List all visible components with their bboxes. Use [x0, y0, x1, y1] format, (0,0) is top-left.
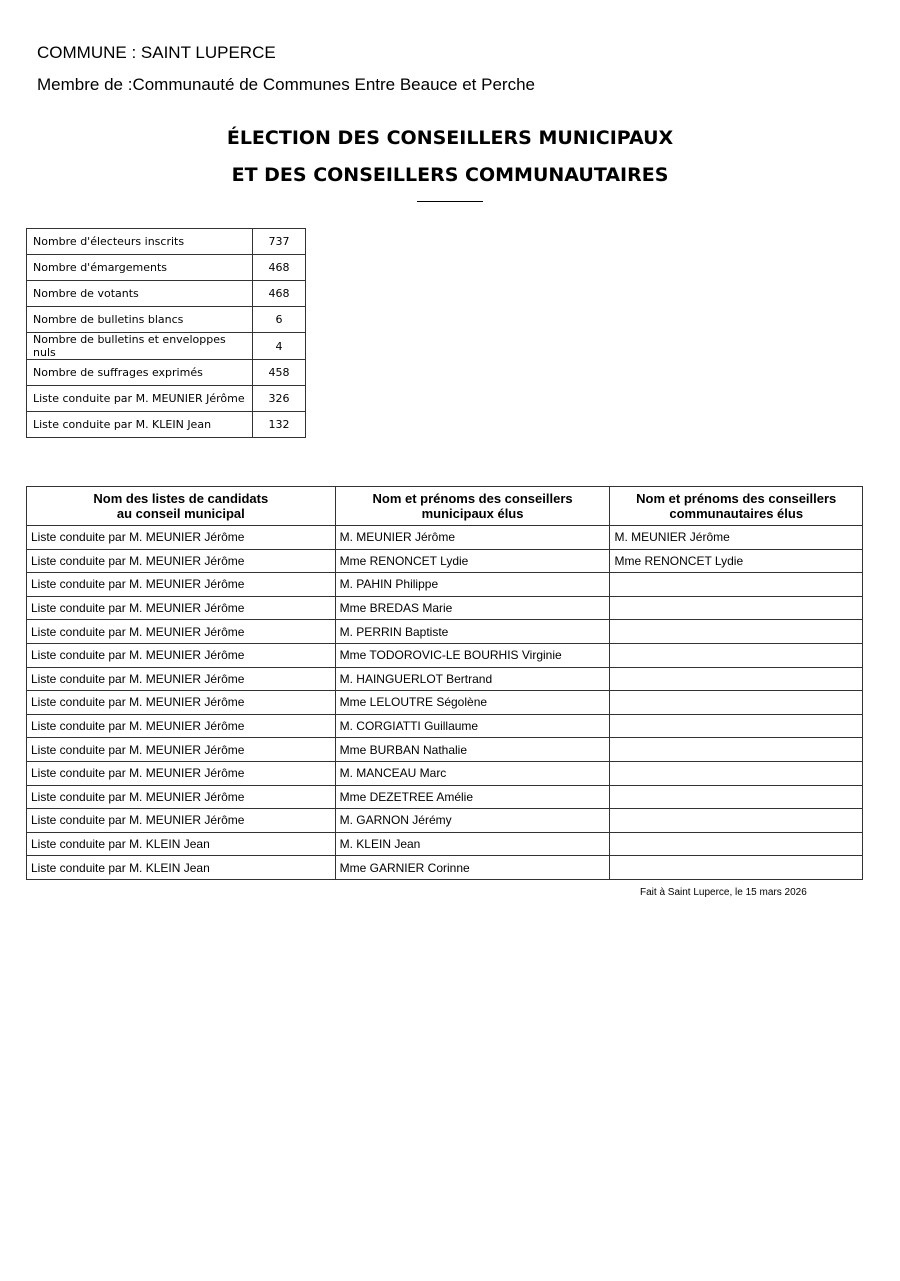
cell-municipal: M. PAHIN Philippe — [335, 573, 610, 597]
membre-value: Communauté de Communes Entre Beauce et Perche — [132, 75, 535, 94]
stats-label: Nombre de votants — [27, 281, 253, 307]
cell-liste: Liste conduite par M. MEUNIER Jérôme — [27, 643, 336, 667]
col-header-listes: Nom des listes de candidats au conseil municipal — [27, 487, 336, 526]
cell-communautaire — [610, 714, 863, 738]
table-header-row — [27, 487, 863, 526]
table-row — [27, 549, 863, 573]
table-row — [27, 714, 863, 738]
table-row — [27, 856, 863, 880]
table-row — [27, 809, 863, 833]
cell-communautaire — [610, 573, 863, 597]
table-row — [27, 596, 863, 620]
stats-row — [27, 307, 306, 333]
cell-municipal: M. GARNON Jérémy — [335, 809, 610, 833]
stats-value: 4 — [253, 333, 306, 360]
cell-communautaire — [610, 785, 863, 809]
cell-liste: Liste conduite par M. MEUNIER Jérôme — [27, 596, 336, 620]
cell-liste: Liste conduite par M. MEUNIER Jérôme — [27, 667, 336, 691]
cell-municipal: Mme LELOUTRE Ségolène — [335, 691, 610, 715]
stats-label: Liste conduite par M. KLEIN Jean — [27, 412, 253, 438]
stats-label: Nombre de bulletins et enveloppes nuls — [27, 333, 253, 360]
cell-communautaire — [610, 761, 863, 785]
cell-municipal: M. PERRIN Baptiste — [335, 620, 610, 644]
commune-name: SAINT LUPERCE — [140, 43, 276, 62]
stats-value: 326 — [253, 386, 306, 412]
stats-value: 132 — [253, 412, 306, 438]
cell-communautaire — [610, 643, 863, 667]
results-stats-table — [26, 228, 306, 438]
table-row — [27, 761, 863, 785]
cell-municipal: Mme RENONCET Lydie — [335, 549, 610, 573]
cell-communautaire — [610, 809, 863, 833]
cell-liste: Liste conduite par M. MEUNIER Jérôme — [27, 620, 336, 644]
cell-liste: Liste conduite par M. MEUNIER Jérôme — [27, 549, 336, 573]
table-row — [27, 620, 863, 644]
commune-line — [37, 43, 276, 63]
cell-liste: Liste conduite par M. MEUNIER Jérôme — [27, 573, 336, 597]
table-row — [27, 832, 863, 856]
table-row — [27, 526, 863, 550]
cell-liste: Liste conduite par M. MEUNIER Jérôme — [27, 809, 336, 833]
cell-communautaire — [610, 667, 863, 691]
cell-municipal: Mme BURBAN Nathalie — [335, 738, 610, 762]
col-header-municipaux: Nom et prénoms des conseillers municipaux élus — [335, 487, 610, 526]
cell-communautaire: Mme RENONCET Lydie — [610, 549, 863, 573]
table-row — [27, 667, 863, 691]
col-header-communautaires: Nom et prénoms des conseillers communautaires élus — [610, 487, 863, 526]
stats-row — [27, 360, 306, 386]
stats-label: Liste conduite par M. MEUNIER Jérôme — [27, 386, 253, 412]
signature-line: Fait à Saint Luperce, le 15 mars 2026 — [640, 887, 807, 898]
table-row — [27, 691, 863, 715]
cell-communautaire — [610, 738, 863, 762]
stats-label: Nombre de suffrages exprimés — [27, 360, 253, 386]
cell-communautaire — [610, 620, 863, 644]
cell-liste: Liste conduite par M. MEUNIER Jérôme — [27, 691, 336, 715]
stats-row — [27, 386, 306, 412]
stats-value: 468 — [253, 255, 306, 281]
stats-row — [27, 412, 306, 438]
table-row — [27, 643, 863, 667]
cell-liste: Liste conduite par M. MEUNIER Jérôme — [27, 714, 336, 738]
cell-municipal: M. MEUNIER Jérôme — [335, 526, 610, 550]
table-row — [27, 573, 863, 597]
stats-value: 458 — [253, 360, 306, 386]
stats-label: Nombre d'émargements — [27, 255, 253, 281]
table-row — [27, 785, 863, 809]
membre-line — [37, 75, 535, 95]
cell-communautaire — [610, 596, 863, 620]
page-title-line-1: ÉLECTION DES CONSEILLERS MUNICIPAUX — [226, 127, 674, 149]
cell-liste: Liste conduite par M. MEUNIER Jérôme — [27, 526, 336, 550]
stats-value: 468 — [253, 281, 306, 307]
membre-label: Membre de : — [37, 75, 133, 94]
commune-label: COMMUNE : — [37, 43, 137, 62]
cell-municipal: Mme DEZETREE Amélie — [335, 785, 610, 809]
cell-communautaire: M. MEUNIER Jérôme — [610, 526, 863, 550]
stats-row — [27, 281, 306, 307]
cell-municipal: Mme GARNIER Corinne — [335, 856, 610, 880]
cell-liste: Liste conduite par M. MEUNIER Jérôme — [27, 761, 336, 785]
cell-municipal: M. KLEIN Jean — [335, 832, 610, 856]
stats-value: 6 — [253, 307, 306, 333]
page-title-line-2: ET DES CONSEILLERS COMMUNAUTAIRES — [231, 164, 669, 186]
cell-municipal: Mme BREDAS Marie — [335, 596, 610, 620]
stats-label: Nombre de bulletins blancs — [27, 307, 253, 333]
cell-municipal: M. HAINGUERLOT Bertrand — [335, 667, 610, 691]
stats-value: 737 — [253, 229, 306, 255]
stats-row — [27, 255, 306, 281]
cell-municipal: M. CORGIATTI Guillaume — [335, 714, 610, 738]
cell-liste: Liste conduite par M. MEUNIER Jérôme — [27, 785, 336, 809]
cell-liste: Liste conduite par M. KLEIN Jean — [27, 832, 336, 856]
table-row — [27, 738, 863, 762]
cell-municipal: Mme TODOROVIC-LE BOURHIS Virginie — [335, 643, 610, 667]
stats-label: Nombre d'électeurs inscrits — [27, 229, 253, 255]
stats-row — [27, 333, 306, 360]
cell-liste: Liste conduite par M. KLEIN Jean — [27, 856, 336, 880]
cell-communautaire — [610, 856, 863, 880]
cell-communautaire — [610, 691, 863, 715]
cell-liste: Liste conduite par M. MEUNIER Jérôme — [27, 738, 336, 762]
stats-row — [27, 229, 306, 255]
cell-communautaire — [610, 832, 863, 856]
cell-municipal: M. MANCEAU Marc — [335, 761, 610, 785]
title-divider — [417, 201, 483, 202]
elected-councillors-table — [26, 486, 863, 880]
